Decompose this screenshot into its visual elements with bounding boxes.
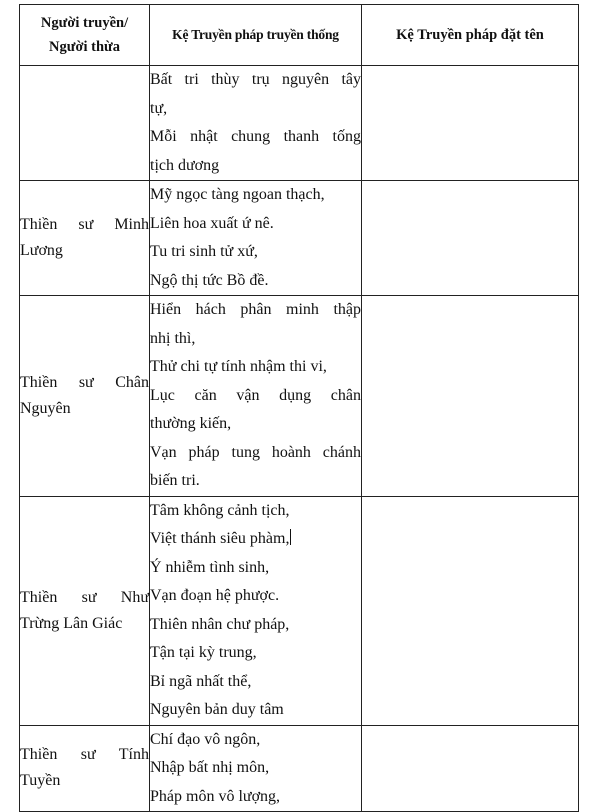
verse-cell xyxy=(150,725,362,812)
verse-line: Lục căn vận dụng chân xyxy=(150,386,361,404)
person-line: Thiền sư Như xyxy=(20,588,149,606)
verse-line: Pháp môn vô lượng, xyxy=(150,787,281,805)
person-cell xyxy=(20,296,150,497)
person-cell xyxy=(20,66,150,181)
verse-cell xyxy=(150,496,362,725)
verse-line: Chí đạo vô ngôn, xyxy=(150,730,261,748)
person-line: Trừng Lân Giác xyxy=(20,614,123,632)
table-row xyxy=(20,181,579,296)
person-cell xyxy=(20,496,150,725)
verse-cell xyxy=(150,66,362,181)
named-cell xyxy=(362,725,579,812)
verse-line: Thử chi tự tính nhậm thi vi, xyxy=(150,358,327,375)
header-person-line: Người truyền/ xyxy=(40,15,129,31)
verse-line: tự, xyxy=(150,99,168,117)
verse-line: Tu tri sinh tử xứ, xyxy=(150,243,258,260)
named-cell xyxy=(362,496,579,725)
verse-line: Hiển hách phân minh thập xyxy=(150,301,361,318)
verse-line: Nhập bất nhị môn, xyxy=(150,759,270,776)
person-line: Thiền sư Minh xyxy=(20,216,149,233)
verse-line: Bỉ ngã nhất thể, xyxy=(150,672,252,690)
table-row xyxy=(20,66,579,181)
person-line: Thiền sư Chân xyxy=(20,373,149,391)
table-row xyxy=(20,296,579,497)
person-line: Lương xyxy=(20,242,63,259)
header-named: Kệ Truyền pháp đặt tên xyxy=(362,5,579,66)
verse-line: Bất tri thùy trụ nguyên tây xyxy=(150,71,361,88)
named-cell xyxy=(362,296,579,497)
dharma-transmission-table xyxy=(19,4,579,812)
table-row xyxy=(20,725,579,812)
verse-line: Tận tại kỳ trung, xyxy=(150,644,257,661)
verse-line: Ngộ thị tức Bồ đề. xyxy=(150,271,269,289)
named-cell xyxy=(362,181,579,296)
named-cell xyxy=(362,66,579,181)
person-line: Thiền sư Tính xyxy=(20,746,149,764)
verse-line: nhị thì, xyxy=(150,329,196,347)
verse-line: Mỹ ngọc tàng ngoan thạch, xyxy=(150,186,325,203)
verse-line: Nguyên bản duy tâm xyxy=(150,701,284,718)
verse-line: Thiên nhân chư pháp, xyxy=(150,615,290,633)
person-line: Nguyên xyxy=(20,399,71,417)
verse-line: Việt thánh siêu phàm, xyxy=(150,525,361,554)
person-cell xyxy=(20,181,150,296)
verse-line: Vạn đoạn hệ phược. xyxy=(150,587,280,604)
header-person xyxy=(20,5,150,66)
verse-line: thường kiến, xyxy=(150,415,232,432)
verse-line: Ý nhiễm tình sinh, xyxy=(150,558,270,576)
verse-line: Mỗi nhật chung thanh tống xyxy=(150,128,361,145)
verse-line: Liên hoa xuất ứ nê. xyxy=(150,214,274,232)
table-row xyxy=(20,496,579,725)
header-person-line: Người thừa xyxy=(49,39,120,55)
verse-cell xyxy=(150,296,362,497)
verse-cell xyxy=(150,181,362,296)
header-traditional: Kệ Truyền pháp truyền thống xyxy=(150,5,362,66)
verse-line: biến tri. xyxy=(150,472,200,489)
verse-line: Tâm không cảnh tịch, xyxy=(150,501,290,519)
verse-line: tịch dương xyxy=(150,156,220,174)
person-line: Tuyền xyxy=(20,772,61,790)
header-row xyxy=(20,5,579,66)
person-cell xyxy=(20,725,150,812)
verse-line: Vạn pháp tung hoành chánh xyxy=(150,443,361,461)
